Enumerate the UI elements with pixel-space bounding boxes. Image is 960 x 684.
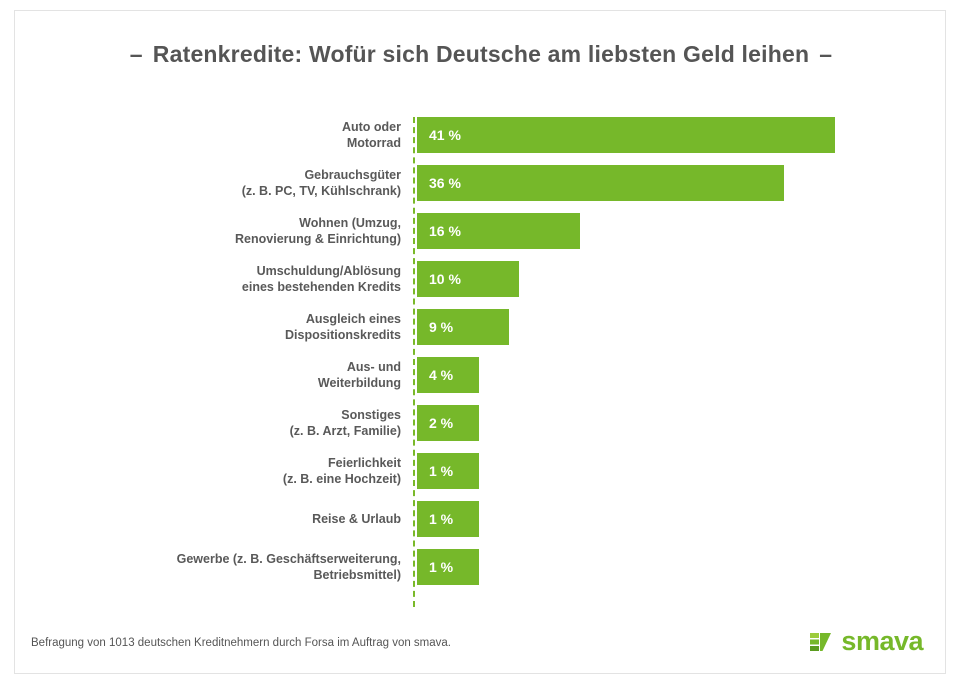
page-title [15, 41, 947, 68]
bar [417, 213, 580, 249]
bar-value-label: 1 % [429, 511, 454, 527]
bar-category-label-line1: Auto oder [341, 120, 401, 134]
bar-category-label-line2: Renovierung & Einrichtung) [235, 232, 401, 246]
bar-category-label [71, 215, 401, 247]
bar [417, 309, 509, 345]
bar-value-label: 2 % [429, 415, 454, 431]
bar-row [15, 351, 947, 399]
smava-logo [809, 626, 923, 657]
bar-row [15, 543, 947, 591]
bar-chart [15, 111, 947, 611]
bar-value-label: 1 % [429, 463, 454, 479]
bar-value-label: 1 % [429, 559, 454, 575]
bar [417, 453, 479, 489]
bar-category-label-line2: Motorrad [346, 136, 401, 150]
bar-category-label [71, 359, 401, 391]
bar-value-label: 10 % [429, 271, 461, 287]
bar-value-label: 4 % [429, 367, 454, 383]
bar-category-label-line1: Gewerbe (z. B. Geschäftserweiterung, [176, 552, 401, 566]
bar-category-label-line1: Gebrauchsgüter [304, 168, 401, 182]
bar-row [15, 255, 947, 303]
bar-category-label-line2: Dispositionskredits [285, 328, 401, 342]
bar-row [15, 159, 947, 207]
chart-card [14, 10, 946, 674]
bar-row [15, 111, 947, 159]
source-note: Befragung von 1013 deutschen Kreditnehmern durch Forsa im Auftrag von smava. [31, 637, 451, 649]
bar-category-label [71, 511, 401, 527]
title-text: Ratenkredite: Wofür sich Deutsche am liebsten Geld leihen [152, 41, 810, 67]
bar-category-label [71, 311, 401, 343]
bar [417, 549, 479, 585]
bar [417, 405, 479, 441]
bar-category-label-line2: (z. B. Arzt, Familie) [289, 424, 401, 438]
bar-value-label: 9 % [429, 319, 454, 335]
bar-value-label: 36 % [429, 175, 461, 191]
bar-category-label [71, 455, 401, 487]
bar [417, 261, 519, 297]
bar-category-label [71, 551, 401, 583]
bar-category-label [71, 407, 401, 439]
bar-row [15, 495, 947, 543]
bar-category-label-line1: Reise & Urlaub [312, 512, 401, 526]
title-dash-right: – [819, 41, 833, 67]
bar-category-label-line1: Ausgleich eines [305, 312, 401, 326]
bar-category-label-line1: Sonstiges [341, 408, 401, 422]
bar-value-label: 16 % [429, 223, 461, 239]
bar-row [15, 399, 947, 447]
bar [417, 501, 479, 537]
bar-category-label [71, 119, 401, 151]
bar [417, 357, 479, 393]
bar-category-label-line1: Aus- und [346, 360, 401, 374]
smava-logo-text: smava [841, 626, 923, 656]
bar-category-label-line2: eines bestehenden Kredits [241, 280, 401, 294]
bar-category-label-line2: Betriebsmittel) [313, 568, 401, 582]
bar-category-label [71, 263, 401, 295]
bar [417, 165, 784, 201]
bar-category-label [71, 167, 401, 199]
smava-logo-mark-icon [809, 629, 835, 655]
bar [417, 117, 835, 153]
title-dash-left: – [129, 41, 143, 67]
bar-row [15, 303, 947, 351]
bar-category-label-line2: (z. B. eine Hochzeit) [282, 472, 401, 486]
bar-category-label-line2: Weiterbildung [317, 376, 401, 390]
bar-category-label-line1: Umschuldung/Ablösung [256, 264, 401, 278]
bar-value-label: 41 % [429, 127, 461, 143]
bar-row [15, 207, 947, 255]
bar-category-label-line2: (z. B. PC, TV, Kühlschrank) [241, 184, 401, 198]
bar-row [15, 447, 947, 495]
bar-category-label-line1: Feierlichkeit [328, 456, 401, 470]
bar-category-label-line1: Wohnen (Umzug, [299, 216, 401, 230]
